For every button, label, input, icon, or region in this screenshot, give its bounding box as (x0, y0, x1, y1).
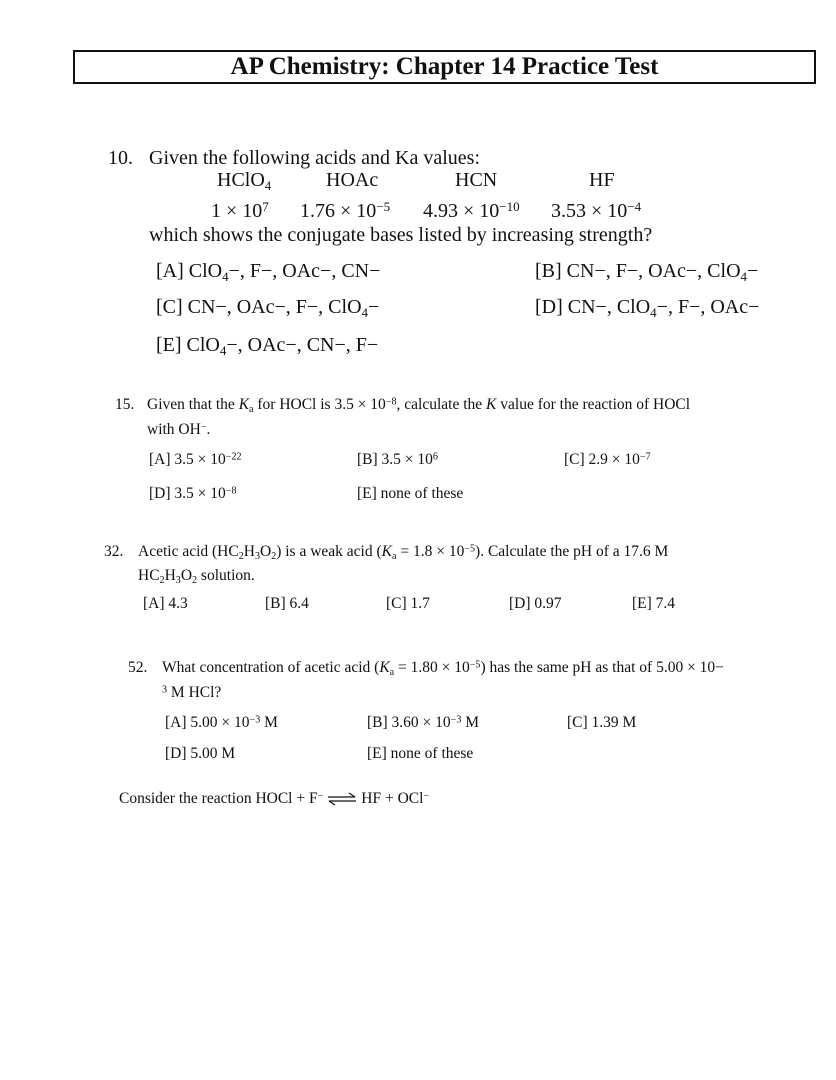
option-c[interactable]: [C] $2.9 \times 10^{-7}$ (564, 451, 651, 468)
ka-hclo4: $1 \times 10^7$ (211, 199, 269, 222)
option-e[interactable]: [E] none of these (357, 485, 464, 502)
question-stem: Acetic acid $(HC_2H_3O_2)$ is a weak acid $(K_a = 1.8 \times 10^{-5})$. Calculate the pH of a 17.6 M (138, 543, 669, 563)
acid-hoac: HOAc (326, 169, 379, 191)
option-a[interactable]: [A] 4.3 (143, 595, 188, 612)
question-stem-cont: $HC_2H_3O_2$ solution. (138, 567, 255, 587)
option-e[interactable]: [E] ClO$_4$−, OAc−, CN−, F− (156, 334, 379, 358)
question-number: 15. (115, 396, 135, 413)
option-d[interactable]: [D] CN−, ClO$_4$−, F−, OAc− (535, 296, 760, 320)
option-a[interactable]: [A] $3.5 \times 10^{-22}$ (149, 451, 242, 468)
question-number: 32. (104, 543, 124, 560)
option-c[interactable]: [C] CN−, OAc−, F−, ClO$_4$− (156, 296, 380, 320)
option-c[interactable]: [C] 1.39 M (567, 714, 637, 731)
ka-hf: $3.53 \times 10^{-4}$ (551, 199, 642, 222)
reaction-statement: Consider the reaction HOCl + F− HF + OCl− (119, 790, 430, 807)
option-b[interactable]: [B] 6.4 (265, 595, 309, 612)
acid-hf: HF (589, 169, 615, 191)
equilibrium-arrow-icon (327, 792, 357, 806)
question-stem-cont: $^3$ M HCl? (162, 684, 222, 701)
question-stem: Given the following acids and Ka values: (149, 147, 481, 169)
question-stem: Given that the $K_a$ for HOCl is $3.5 \times 10^{-8}$, calculate the K value for the reaction of HOCl (147, 396, 691, 416)
option-b[interactable]: [B] $3.5 \times 10^6$ (357, 451, 438, 468)
option-b[interactable]: [B] $3.60 \times 10^{-3}$ M (367, 714, 480, 731)
page-title: AP Chemistry: Chapter 14 Practice Test (73, 50, 816, 84)
acid-hclo4: HClO$_4$ (217, 169, 272, 193)
option-e[interactable]: [E] 7.4 (632, 595, 676, 612)
option-e[interactable]: [E] none of these (367, 745, 474, 762)
acid-hcn: HCN (455, 169, 498, 191)
option-c[interactable]: [C] 1.7 (386, 595, 430, 612)
question-stem: What concentration of acetic acid $(K_a = 1.80 \times 10^{-5})$ has the same pH as that of 5.00 × 10− (162, 659, 724, 679)
question-number: 52. (128, 659, 148, 676)
ka-hcn: $4.93 \times 10^{-10}$ (423, 199, 520, 222)
ka-hoac: $1.76 \times 10^{-5}$ (300, 199, 391, 222)
option-d[interactable]: [D] $3.5 \times 10^{-8}$ (149, 485, 237, 502)
option-a[interactable]: [A] ClO$_4$−, F−, OAc−, CN− (156, 260, 381, 284)
option-a[interactable]: [A] $5.00 \times 10^{-3}$ M (165, 714, 278, 731)
option-d[interactable]: [D] 5.00 M (165, 745, 236, 762)
option-d[interactable]: [D] 0.97 (509, 595, 562, 612)
question-stem-cont: with OH−. (147, 421, 211, 438)
question-prompt: which shows the conjugate bases listed by increasing strength? (149, 224, 653, 246)
option-b[interactable]: [B] CN−, F−, OAc−, ClO$_4$− (535, 260, 759, 284)
question-number: 10. (108, 147, 133, 169)
